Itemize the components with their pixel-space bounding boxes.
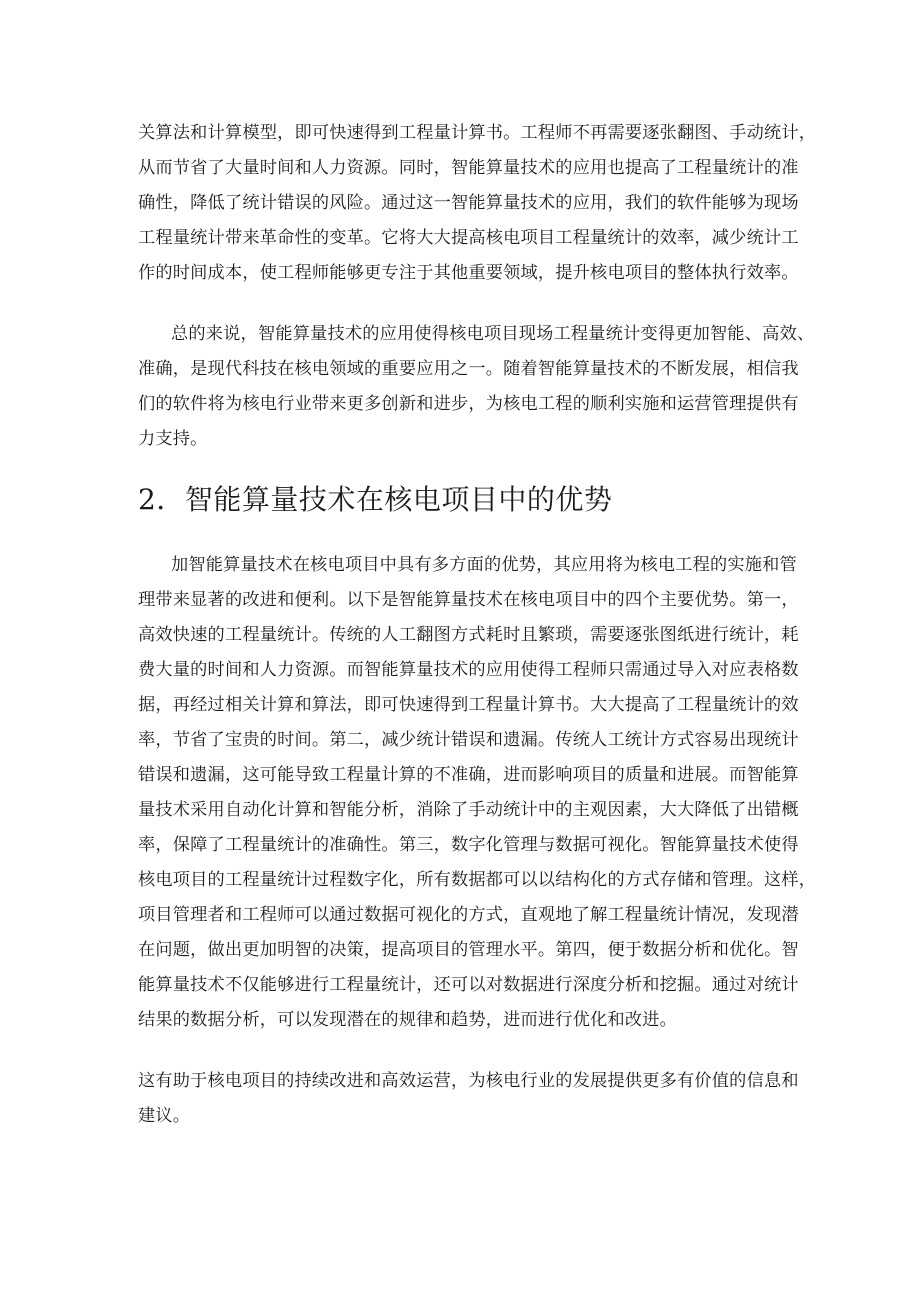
text-line: 能算量技术不仅能够进行工程量统计，还可以对数据进行深度分析和挖掘。通过对统计: [138, 975, 799, 995]
section-heading: 2．智能算量技术在核电项目中的优势: [138, 483, 613, 516]
text-line: 工程量统计带来革命性的变革。它将大大提高核电项目工程量统计的效率，减少统计工: [138, 228, 799, 248]
text-line: 错误和遗漏，这可能导致工程量计算的不准确，进而影响项目的质量和进展。而智能算: [138, 765, 799, 785]
text-line: 理带来显著的改进和便利。以下是智能算量技术在核电项目中的四个主要优势。第一，: [138, 590, 799, 610]
text-line: 这有助于核电项目的持续改进和高效运营，为核电行业的发展提供更多有价值的信息和: [138, 1071, 799, 1091]
text-line: 在问题，做出更加明智的决策，提高项目的管理水平。第四，便于数据分析和优化。智: [138, 940, 799, 960]
text-line: 高效快速的工程量统计。传统的人工翻图方式耗时且繁琐，需要逐张图纸进行统计，耗: [138, 625, 799, 645]
text-line: 确性，降低了统计错误的风险。通过这一智能算量技术的应用，我们的软件能够为现场: [138, 193, 799, 213]
text-line: 项目管理者和工程师可以通过数据可视化的方式，直观地了解工程量统计情况，发现潜: [138, 905, 799, 925]
text-line: 核电项目的工程量统计过程数字化，所有数据都可以以结构化的方式存储和管理。这样，: [138, 870, 817, 890]
text-line: 量技术采用自动化计算和智能分析，消除了手动统计中的主观因素，大大降低了出错概: [138, 800, 799, 820]
text-line: 加智能算量技术在核电项目中具有多方面的优势，其应用将为核电工程的实施和管: [171, 555, 797, 575]
text-line: 结果的数据分析，可以发现潜在的规律和趋势，进而进行优化和改进。: [138, 1010, 678, 1030]
text-line: 总的来说，智能算量技术的应用使得核电项目现场工程量统计变得更加智能、高效、: [171, 324, 815, 344]
text-line: 费大量的时间和人力资源。而智能算量技术的应用使得工程师只需通过导入对应表格数: [138, 660, 799, 680]
text-line: 据，再经过相关计算和算法，即可快速得到工程量计算书。大大提高了工程量统计的效: [138, 695, 799, 715]
text-line: 作的时间成本，使工程师能够更专注于其他重要领域，提升核电项目的整体执行效率。: [138, 263, 799, 283]
text-line: 关算法和计算模型，即可快速得到工程量计算书。工程师不再需要逐张翻图、手动统计，: [138, 123, 817, 143]
text-line: 准确，是现代科技在核电领域的重要应用之一。随着智能算量技术的不断发展，相信我: [138, 359, 799, 379]
text-line: 力支持。: [138, 429, 208, 449]
text-line: 们的软件将为核电行业带来更多创新和进步，为核电工程的顺利实施和运营管理提供有: [138, 394, 799, 414]
text-line: 率，节省了宝贵的时间。第二，减少统计错误和遗漏。传统人工统计方式容易出现统计: [138, 730, 799, 750]
text-line: 从而节省了大量时间和人力资源。同时，智能算量技术的应用也提高了工程量统计的准: [138, 158, 799, 178]
text-line: 建议。: [138, 1106, 191, 1126]
text-line: 率，保障了工程量统计的准确性。第三，数字化管理与数据可视化。智能算量技术使得: [138, 835, 799, 855]
